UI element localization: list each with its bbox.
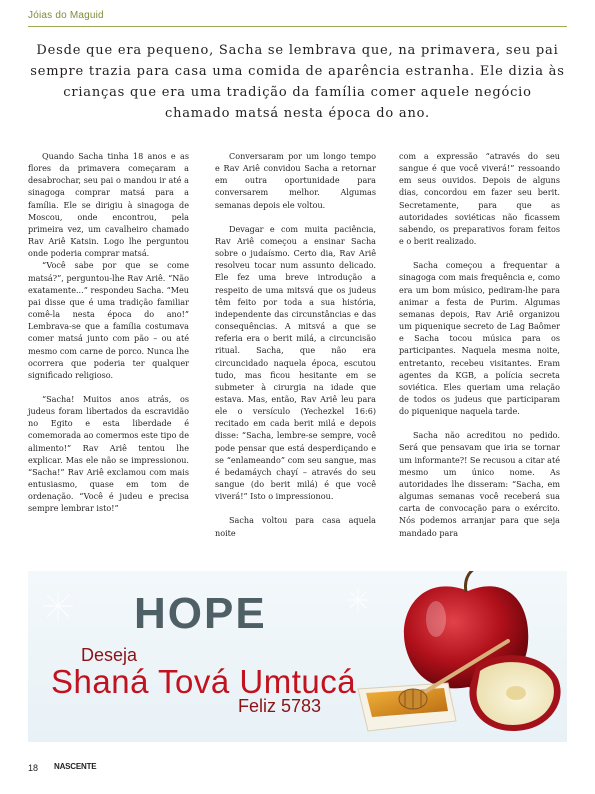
paragraph: Quando Sacha tinha 18 anos e as flores da primavera começaram a desabrochar, seu pai o mandou ir até a sinagoga comprar matsá para a família. Ele se dirigiu à sinagoga de Moscou, onde encontrou, pela primeira vez, um cavalheiro chamado Rav Ariê Katsin. Logo lhe perguntou onde poderia comprar matsá.: [28, 151, 189, 259]
ad-headline: Shaná Tová Umtucá: [51, 663, 357, 700]
brand-logo-text: HOPE: [134, 589, 267, 638]
paragraph: com a expressão “através do seu sangue é que você viverá!” ressoando em seus ouvidos. Depois de alguns dias, concordou em fazer seu berit. Secretamente, para que as autoridades soviéticas não ficassem sabendo, os preparativos foram feitos e o berit realizado.: [399, 151, 560, 247]
article-column-3: [399, 150, 560, 539]
article-column-2: [215, 150, 376, 539]
magazine-logo: NASCENTE: [54, 762, 97, 771]
paragraph: Conversaram por um longo tempo e Rav Ariê convidou Sacha a retornar em outra oportunidade para conversarem melhor. Algumas semanas depois ele voltou.: [215, 151, 376, 210]
paragraph: Sacha não acreditou no pedido. Será que pensavam que iria se tornar um informante?! Se recusou a citar até mesmo um único nome. As autoridades lhe disseram: “Sacha, em algumas semanas você receberá sua carta de convocação para o exército. Nós podemos arranjar para que seja mandado para: [399, 430, 560, 538]
ad-line-1: Deseja: [81, 645, 138, 665]
paragraph: “Você sabe por que se come matsá?”, perguntou-lhe Rav Ariê. “Não exatamente...” respondeu Sacha. “Meu pai disse que é uma tradição familiar comê-la nesta época do ano!” Lembrava-se que a família costumava comer matsá junto com pão – ou até mesmo com carne de porco. Nunca lhe ocorrera que poderia ter qualquer significado religioso.: [28, 260, 189, 380]
article-column-1: [28, 150, 189, 515]
paragraph: Sacha voltou para casa aquela noite: [215, 515, 376, 538]
paragraph: Devagar e com muita paciência, Rav Ariê começou a ensinar Sacha sobre o judaísmo. Certo dia, Rav Ariê resolveu tocar num assunto delicado. Ele fez uma breve introdução a respeito de uma mitsvá que os judeus têm feito por toda a sua história, independente das circunstâncias e das consequências. A mitsvá a que se referia era o berit milá, a circuncisão ritual. Sacha, que não era circuncidado naquela época, escutou tudo, mas ficou hesitante em se submeter à cirurgia na idade que estava. Mas, então, Rav Ariê leu para ele o versículo (Yechezkel 16:6) recitado em cada berit milá e depois disse: “Sacha, lembre-se sempre, você pode pensar que está desperdiçando e se “enlameando” com seu sangue, mas é bedamáych chayí – através do seu sangue (do berit milá) é que você viverá!” Isto o impressionou.: [215, 223, 376, 502]
header-divider: [28, 26, 567, 27]
section-title: Jóias do Maguid: [28, 10, 104, 21]
ad-line-3: Feliz 5783: [238, 696, 322, 716]
paragraph: Sacha começou a frequentar a sinagoga com mais frequência e, como era um bom músico, pediram-lhe para animar a festa de Purim. Algumas semanas depois, Rav Ariê organizou um piquenique secreto de Lag Baômer e Sacha tocou música para os participantes. Naquela mesma noite, entretanto, recebeu visitantes. Eram agentes da KGB, a polícia secreta soviética. Eles queriam uma relação de todos os judeus que participaram do piquenique naquela tarde.: [399, 260, 560, 417]
page-number: 18: [28, 763, 39, 773]
paragraph: “Sacha! Muitos anos atrás, os judeus foram libertados da escravidão no Egito e esta liberdade é comemorada ao comermos este tipo de alimento!” Rav Ariê tentou lhe explicar. Mas ele não se impressionou. “Sacha!” Rav Ariê exclamou com mais entusiasmo, quase em tom de ordenação. “Você é judeu e precisa sempre lembrar isto!”: [28, 393, 189, 514]
article-lead: Desde que era pequeno, Sacha se lembrava que, na primavera, seu pai sempre trazia para casa uma comida de aparência estranha. Ele dizia às crianças que era uma tradição da família comer aquele negócio chamado matsá nesta época do ano.: [30, 43, 565, 121]
greeting-advertisement: [28, 571, 567, 742]
